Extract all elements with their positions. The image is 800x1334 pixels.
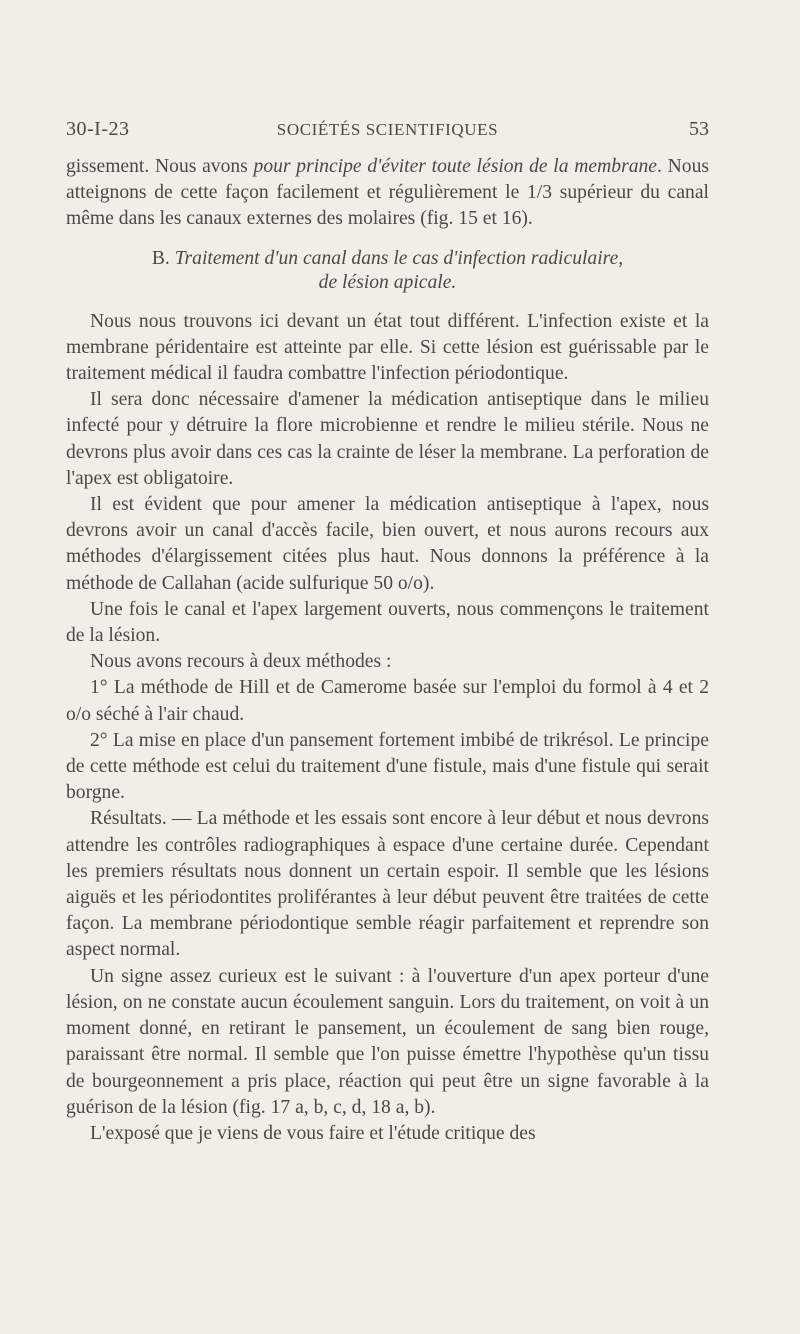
section-title-line2: de lésion apicale. xyxy=(318,271,457,293)
page xyxy=(66,118,709,1147)
page-number: 53 xyxy=(689,118,709,140)
header-date: 30-I-23 xyxy=(66,118,130,140)
paragraph: Résultats. — La méthode et les essais sont encore à leur début et nous devrons attendre les contrôles radiographiques à espace d'une certaine durée. Cependant les premiers résultats nous donnent un certain espoir. Il semble que les lésions aiguës et les périodontites proliférantes à leur début peuvent être traitées de cette façon. La membrane périodontique semble réagir parfaitement et reprendre son aspect normal. xyxy=(66,808,709,961)
paragraph: Une fois le canal et l'apex largement ouverts, nous commençons le traitement de la lésion. xyxy=(66,598,709,647)
running-header xyxy=(66,118,709,154)
section-heading xyxy=(66,247,709,295)
section-letter: B. xyxy=(151,247,170,269)
italic-phrase: pour principe d'éviter toute lésion de la membrane xyxy=(253,156,657,177)
body-text xyxy=(66,154,709,1147)
paragraph: 2° La mise en place d'un pansement fortement imbibé de trikrésol. Le principe de cette méthode est celui du traitement d'une fistule, mais d'une fistule qui serait borgne. xyxy=(66,729,709,804)
paragraph: Un signe assez curieux est le suivant : à l'ouverture d'un apex porteur d'une lésion, on ne constate aucun écoulement sanguin. Lors du traitement, on voit à un moment donné, en retirant le pansement, un écoulement de sang bien rouge, paraissant être normal. Il semble que l'on puisse émettre l'hypothèse qu'un tissu de bourgeonnement a pris place, réaction qui peut être un signe favorable à la guérison de la lésion (fig. 17 a, b, c, d, 18 a, b). xyxy=(66,965,709,1118)
paragraph: L'exposé que je viens de vous faire et l'étude critique des xyxy=(90,1122,536,1144)
paragraph: 1° La méthode de Hill et de Camerome basée sur l'emploi du formol à 4 et 2 o/o séché à l'air chaud. xyxy=(66,677,709,725)
paragraph-continued: gissement. Nous avons pour principe d'éviter toute lésion de la membrane. Nous atteignons de cette façon facilement et régulièrement le 1/3 supérieur du canal même dans les canaux externes des molaires (fig. 15 et 16). xyxy=(66,156,709,230)
paragraph: Il est évident que pour amener la médication antiseptique à l'apex, nous devrons avoir un canal d'accès facile, bien ouvert, et nous aurons recours aux méthodes d'élargissement citées plus haut. Nous donnons la préférence à la méthode de Callahan (acide sulfurique 50 o/o). xyxy=(66,494,709,594)
paragraph: Il sera donc nécessaire d'amener la médication antiseptique dans le milieu infecté pour y détruire la flore microbienne et rendre le milieu stérile. Nous ne devrons plus avoir dans ces cas la crainte de léser la membrane. La perforation de l'apex est obligatoire. xyxy=(66,389,709,489)
paragraph: Nous avons recours à deux méthodes : xyxy=(90,651,392,673)
paragraph: Nous nous trouvons ici devant un état tout différent. L'infection existe et la membrane péridentaire est atteinte par elle. Si cette lésion est guérissable par le traitement médical il faudra combattre l'infection périodontique. xyxy=(66,310,709,385)
section-title-line1: Traitement d'un canal dans le cas d'infection radiculaire, xyxy=(174,247,624,269)
header-title: SOCIÉTÉS SCIENTIFIQUES xyxy=(276,120,499,139)
